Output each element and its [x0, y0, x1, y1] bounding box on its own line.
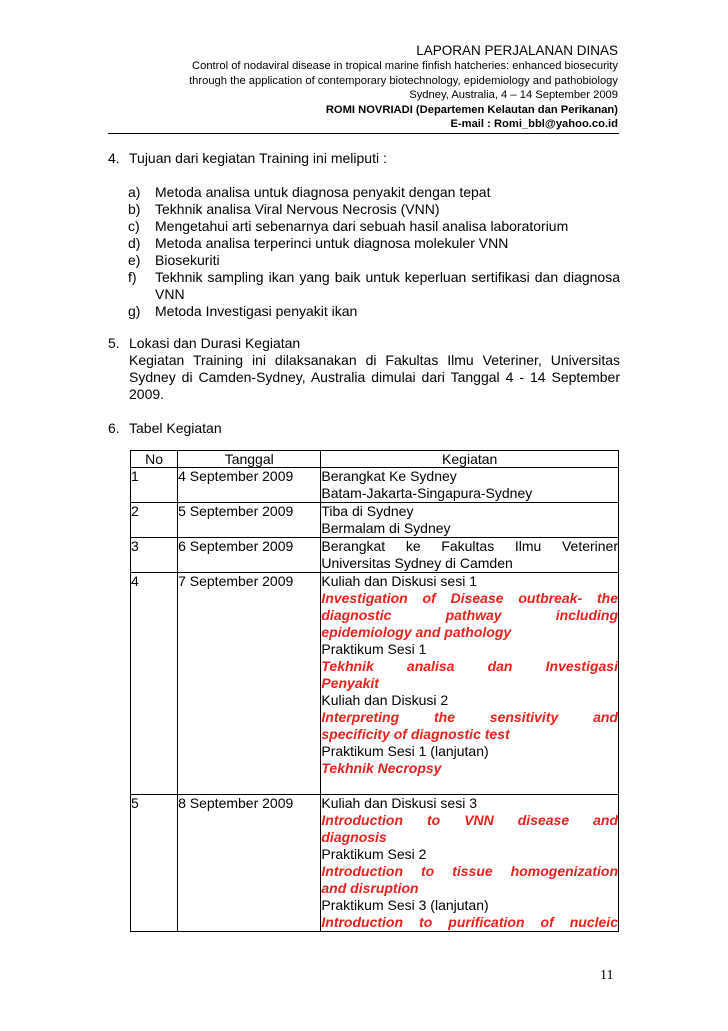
session-topic: diagnosis: [321, 829, 387, 845]
activity-line: Bermalam di Sydney: [321, 520, 451, 536]
document-header: [189, 42, 618, 132]
table-header-row: [131, 451, 619, 468]
table-row: [131, 795, 619, 932]
section-number: 5.: [108, 335, 120, 351]
activity-line: Praktikum Sesi 1 (lanjutan): [321, 743, 489, 759]
cell-date: 7 September 2009: [178, 573, 321, 795]
cell-date: 4 September 2009: [178, 468, 321, 503]
item-text: Metoda analisa untuk diagnosa penyakit dengan tepat: [155, 184, 491, 200]
item-text: Biosekuriti: [155, 252, 220, 268]
section-5-paragraph: Kegiatan Training ini dilaksanakan di Fakultas Ilmu Veteriner, Universitas Sydney di Camden-Sydney, Australia dimulai dari Tanggal 4 - 14 September 2009.: [129, 352, 620, 402]
activity-line: [321, 777, 618, 794]
session-topic: specificity of diagnostic test: [321, 726, 510, 742]
objective-item: [128, 184, 620, 201]
cell-no: 3: [131, 538, 178, 573]
item-marker: c): [128, 218, 140, 234]
cell-no: 5: [131, 795, 178, 932]
session-topic: Introduction to tissue homogenization: [321, 863, 618, 879]
cell-activity: [321, 468, 619, 503]
activity-line: Praktikum Sesi 1: [321, 641, 427, 657]
section-title: Lokasi dan Durasi Kegiatan: [129, 335, 301, 351]
item-text: Tekhnik analisa Viral Nervous Necrosis (VNN): [155, 201, 440, 217]
header-date: Tanggal: [178, 451, 321, 468]
page-number: 11: [600, 968, 614, 983]
item-marker: b): [128, 201, 141, 217]
activity-line: Kuliah dan Diskusi 2: [321, 692, 449, 708]
section-number: 6.: [108, 420, 120, 436]
activity-line: Kuliah dan Diskusi sesi 3: [321, 795, 478, 811]
activity-line: Berangkat Ke Sydney: [321, 468, 457, 484]
session-topic: epidemiology and pathology: [321, 624, 512, 640]
header-divider: [108, 133, 619, 134]
cell-date: 8 September 2009: [178, 795, 321, 932]
item-marker: f): [128, 269, 137, 285]
activity-line: Praktikum Sesi 2: [321, 846, 427, 862]
section-number: 4.: [108, 150, 120, 166]
location-date: Sydney, Australia, 4 – 14 September 2009: [409, 89, 618, 101]
objective-item: [128, 218, 620, 235]
cell-date: 5 September 2009: [178, 503, 321, 538]
session-topic: Tekhnik analisa dan Investigasi: [321, 658, 618, 674]
section-title: Tabel Kegiatan: [129, 420, 222, 436]
cell-activity: [321, 503, 619, 538]
activity-line: Tiba di Sydney: [321, 503, 414, 519]
cell-activity: [321, 573, 619, 795]
activity-line: Batam-Jakarta-Singapura-Sydney: [321, 485, 533, 501]
training-title-line-2: through the application of contemporary biotechnology, epidemiology and pathobiology: [189, 74, 618, 87]
session-topic: Interpreting the sensitivity and: [321, 709, 618, 725]
session-topic: Penyakit: [321, 675, 379, 691]
cell-no: 2: [131, 503, 178, 538]
cell-activity: [321, 538, 619, 573]
item-marker: d): [128, 235, 141, 251]
session-topic: Introduction to VNN disease and: [321, 812, 618, 828]
objectives-list: [128, 184, 620, 320]
activity-line: Universitas Sydney di Camden: [321, 555, 513, 571]
report-title: LAPORAN PERJALANAN DINAS: [416, 43, 618, 58]
header-no: No: [131, 451, 178, 468]
objective-item: [128, 201, 620, 218]
session-topic: and disruption: [321, 880, 419, 896]
author-line: ROMI NOVRIADI (Departemen Kelautan dan Perikanan): [325, 103, 618, 116]
activity-line: Berangkat ke Fakultas Ilmu Veteriner: [321, 538, 618, 554]
session-topic: Tekhnik Necropsy: [321, 760, 442, 776]
section-title: Tujuan dari kegiatan Training ini meliputi :: [129, 150, 387, 166]
session-topic: Introduction to purification of nucleic: [321, 914, 618, 930]
objective-item: [128, 252, 620, 269]
table-row: [131, 468, 619, 503]
item-text: Tekhnik sampling ikan yang baik untuk keperluan sertifikasi dan diagnosa VNN: [155, 269, 620, 302]
item-text: Mengetahui arti sebenarnya dari sebuah hasil analisa laboratorium: [155, 218, 569, 234]
cell-no: 4: [131, 573, 178, 795]
training-title-line-1: Control of nodaviral disease in tropical marine finfish hatcheries: enhanced biosecurity: [192, 60, 618, 72]
item-text: Metoda analisa terperinci untuk diagnosa molekuler VNN: [155, 235, 509, 251]
email-line: E-mail : Romi_bbl@yahoo.co.id: [450, 118, 618, 130]
item-marker: g): [128, 303, 141, 319]
item-marker: a): [128, 184, 141, 200]
cell-date: 6 September 2009: [178, 538, 321, 573]
activity-table: [130, 450, 619, 932]
objective-item: [128, 269, 620, 303]
table-row: [131, 503, 619, 538]
session-topic: Investigation of Disease outbreak- the: [321, 590, 618, 606]
cell-no: 1: [131, 468, 178, 503]
item-text: Metoda Investigasi penyakit ikan: [155, 303, 358, 319]
activity-line: Kuliah dan Diskusi sesi 1: [321, 573, 478, 589]
table-row: [131, 573, 619, 795]
cell-activity: [321, 795, 619, 932]
table-row: [131, 538, 619, 573]
session-topic: diagnostic pathway including: [321, 607, 618, 623]
objective-item: [128, 303, 620, 320]
objective-item: [128, 235, 620, 252]
header-activity: Kegiatan: [321, 451, 619, 468]
activity-line: Praktikum Sesi 3 (lanjutan): [321, 897, 489, 913]
item-marker: e): [128, 252, 141, 268]
